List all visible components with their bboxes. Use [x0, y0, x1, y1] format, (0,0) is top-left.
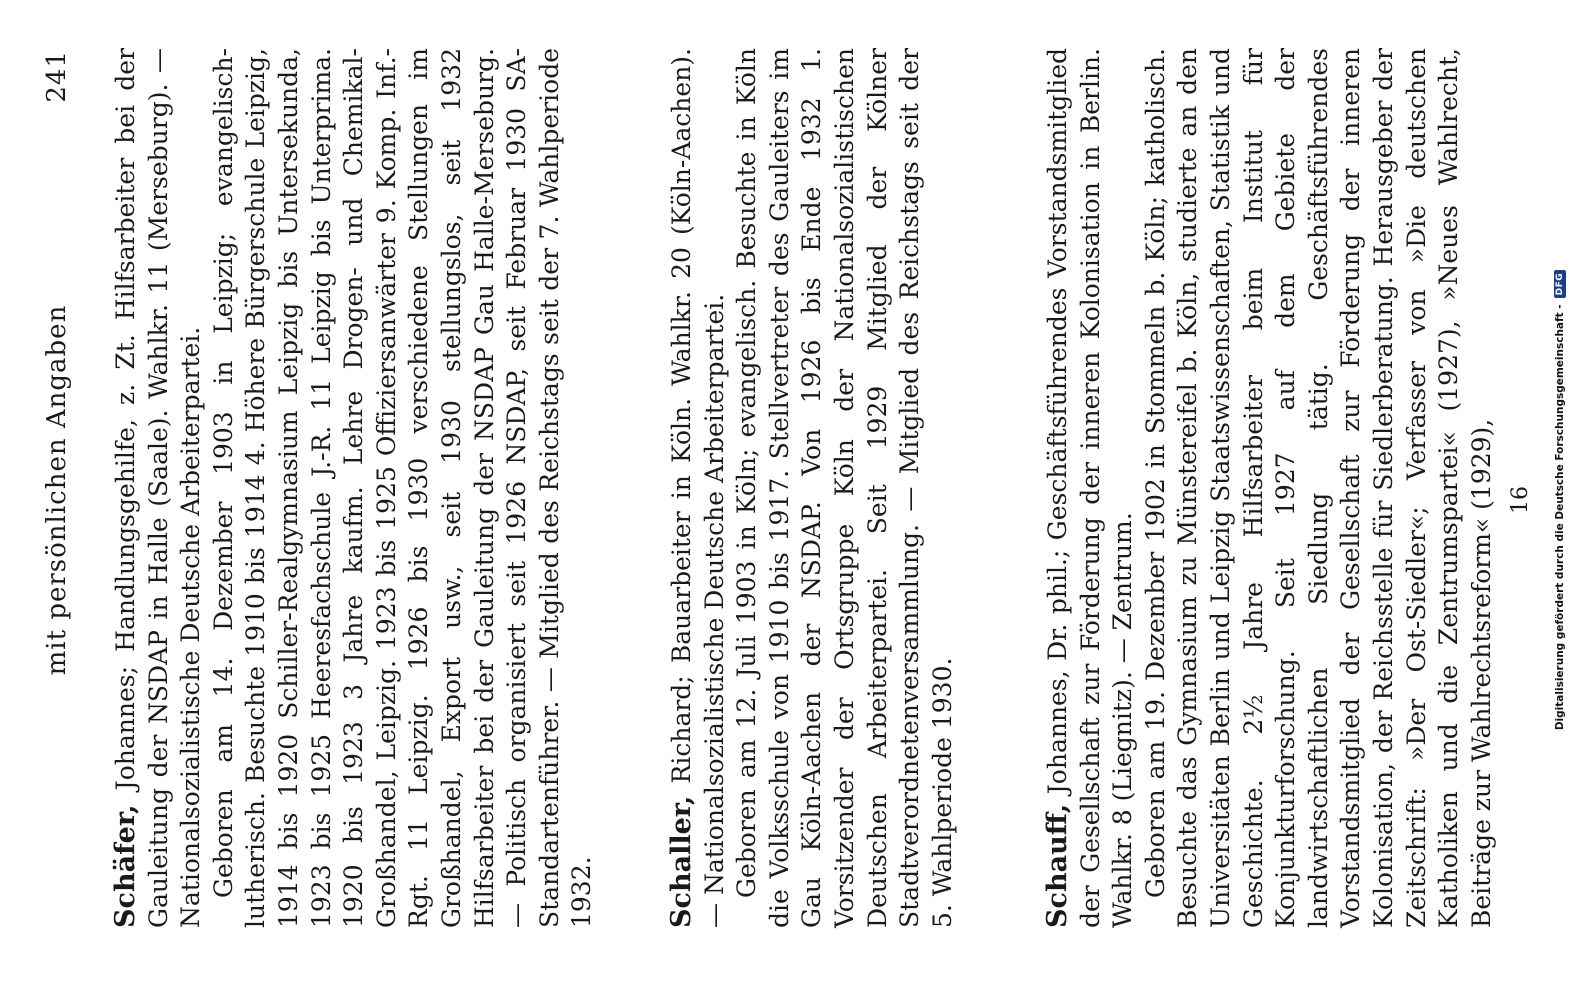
entry-intro	[110, 48, 208, 928]
entry-biography: Geboren am 12. Juli 1903 in Köln; evangelisch. Besuchte in Köln die Volksschule von 1910 bis 1917. Stellvertreter des Gauleiters im Gau Köln-Aachen der NSDAP. Von 1926 bis Ende 1932 1. Vorsitzender der Ortsgruppe Köln der Nationalsozialistischen Deutschen Arbeiterpartei. Seit 1929 Mitglied der Kölner Stadtverordnetenversammlung. — Mitglied des Reichstags seit der 5. Wahlperiode 1930.	[732, 48, 957, 928]
sheet-signature: 16	[1508, 486, 1533, 514]
biography-entry-schauff	[1042, 48, 1498, 928]
entry-intro-text: Johannes; Handlungsgehilfe, z. Zt. Hilfsarbeiter bei der Gauleitung der NSDAP in Halle (Saale). Wahlkr. 11 (Merseburg). — Nationalsozialistische Deutsche Arbeiterpartei.	[111, 48, 206, 928]
biography-entry-schaller	[666, 48, 959, 928]
entry-name: Schäfer,	[110, 804, 141, 928]
entry-intro-text: Johannes, Dr. phil.; Geschäftsführendes Vorstandsmitglied der Gesellschaft zur Förderung der inneren Kolonisation in Berlin. Wahlkr. 8 (Liegnitz). — Zentrum.	[1043, 48, 1138, 928]
entry-biography: Geboren am 14. Dezember 1903 in Leipzig; evangelisch-lutherisch. Besuchte 1910 bis 1914 4. Höhere Bürgerschule Leipzig, 1914 bis 1920 Schiller-Realgymnasium Leipzig bis Untersekunda, 1923 bis 1925 Heeresfachschule J.-R. 11 Leipzig bis Unterprima. 1920 bis 1923 3 Jahre kaufm. Lehre Drogen- und Chemikal-Großhandel, Leipzig. 1923 bis 1925 Offiziersanwärter 9. Komp. Inf.-Rgt. 11 Leipzig. 1926 bis 1930 verschiedene Stellungen im Großhandel, Export usw., seit 1930 stellungslos, seit 1932 Hilfsarbeiter bei der Gauleitung der NSDAP Gau Halle-Merseburg. — Politisch organisiert seit 1926 NSDAP, seit Februar 1930 SA-Standartenführer. — Mitglied des Reichstags seit der 7. Wahlperiode 1932.	[208, 48, 597, 928]
entry-intro	[1042, 48, 1140, 928]
page-header-title: mit persönlichen Angaben	[42, 304, 72, 676]
entry-biography: Geboren am 19. Dezember 1902 in Stommeln b. Köln; katholisch. Besuchte das Gymnasium zu Münstereifel b. Köln, studierte an den Universitäten Berlin und Leipzig Staatswissenschaften, Statistik und Geschichte. 2½ Jahre Hilfsarbeiter beim Institut für Konjunkturforschung. Seit 1927 auf dem Gebiete der landwirtschaftlichen Siedlung tätig. Geschäftsführendes Vorstandsmitglied der Gesellschaft zur Förderung der inneren Kolonisation, der Reichsstelle für Siedlerberatung. Herausgeber der Zeitschrift: »Der Ost-Siedler«; Verfasser von »Die deutschen Katholiken und die Zentrumspartei« (1927), »Neues Wahlrecht, Beiträge zur Wahlrechtsreform« (1929),	[1140, 48, 1496, 928]
entry-intro	[666, 48, 731, 928]
credit-text: Digitalisierung gefördert durch die Deutsche Forschungsgemeinschaft -	[1554, 304, 1566, 731]
entry-name: Schaller,	[666, 795, 697, 928]
biography-entry-schaefer	[110, 48, 599, 928]
entry-name: Schauff,	[1042, 803, 1073, 928]
entry-intro-text: Richard; Bauarbeiter in Köln. Wahlkr. 20 (Köln-Aachen). — Nationalsozialistische Deutsche Arbeiterpartei.	[667, 47, 729, 928]
dfg-logo: DFG	[1554, 270, 1566, 299]
page-number: 241	[42, 50, 72, 103]
digitization-credit	[1554, 0, 1566, 1000]
running-head	[42, 50, 82, 930]
